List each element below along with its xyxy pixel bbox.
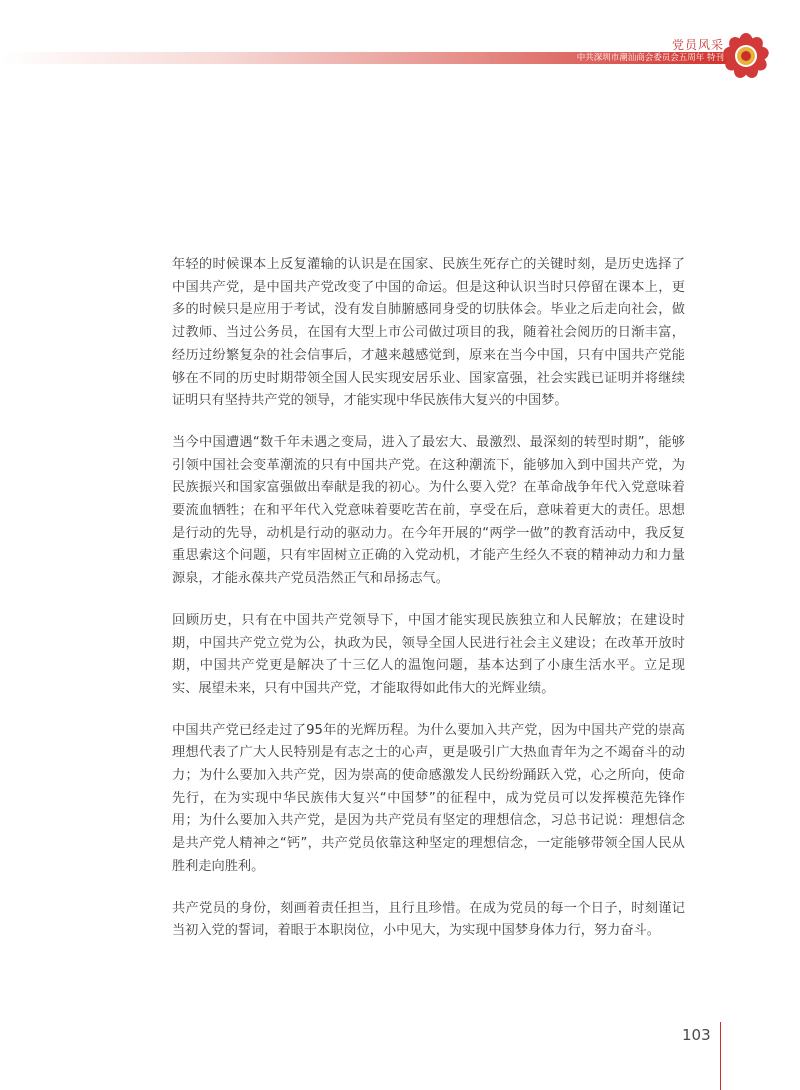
party-flower-emblem-icon [722,32,770,80]
paragraph: 中国共产党已经走过了95年的光辉历程。为什么要加入共产党，因为中国共产党的崇高理想代表了广大人民特别是有志之士的心声，更是吸引广大热血青年为之不竭奋斗的动力；为什么要加入共产党，因为崇高的使命感激发人民纷纷踊跃入党，心之所向，使命先行，在为实现中华民族伟大复兴“中国梦”的征程中，成为党员可以发挥模范先锋作用；为什么要加入共产党，是因为共产党员有坚定的理想信念，习总书记说：理想信念是共产党人精神之“钙”，共产党员依靠这种坚定的理想信念，一定能够带领全国人民从胜利走向胜利。 [172,722,685,874]
page-divider [720,1022,721,1090]
publication-subtitle: 中共深圳市潮汕商会委员会五周年 特刊 [576,53,724,63]
paragraph: 年轻的时候课本上反复灌输的认识是在国家、民族生死存亡的关键时刻，是历史选择了中国共产党，是中国共产党改变了中国的命运。但是这种认识当时只停留在课本上，更多的时候只是应用于考试，没有发自肺腑感同身受的切肤体会。毕业之后走向社会，做过教师、当过公务员，在国有大型上市公司做过项目的我，随着社会阅历的日渐丰富，经历过纷繁复杂的社会信事后，才越来越感觉到，原来在当今中国，只有中国共产党能够在不同的历史时期带领全国人民实现安居乐业、国家富强，社会实践已证明并将继续证明只有坚持共产党的领导，才能实现中华民族伟大复兴的中国梦。 [172,257,685,409]
article-body [172,254,685,962]
paragraph: 回顾历史，只有在中国共产党领导下，中国才能实现民族独立和人民解放；在建设时期，中国共产党立党为公，执政为民，领导全国人民进行社会主义建设；在改革开放时期，中国共产党更是解决了十三亿人的温饱问题，基本达到了小康生活水平。立足现实、展望未来，只有中国共产党，才能取得如此伟大的光辉业绩。 [172,612,685,696]
section-title: 党员风采 [671,38,724,52]
page-number: 103 [682,1026,711,1044]
paragraph: 共产党员的身份，刻画着责任担当，且行且珍惜。在成为党员的每一个日子，时刻谨记当初入党的誓词，着眼于本职岗位，小中见大，为实现中国梦身体力行，努力奋斗。 [172,900,685,939]
paragraph: 当今中国遭遇“数千年未遇之变局，进入了最宏大、最激烈、最深刻的转型时期”，能够引领中国社会变革潮流的只有中国共产党。在这种潮流下，能够加入到中国共产党，为民族振兴和国家富强做出奉献是我的初心。为什么要入党？在革命战争年代入党意味着要流血牺牲；在和平年代入党意味着要吃苦在前，享受在后，意味着更大的责任。思想是行动的先导，动机是行动的驱动力。在今年开展的“两学一做”的教育活动中，我反复重思索这个问题，只有牢固树立正确的入党动机，才能产生经久不衰的精神动力和力量源泉，才能永葆共产党员浩然正气和昂扬志气。 [172,434,685,587]
